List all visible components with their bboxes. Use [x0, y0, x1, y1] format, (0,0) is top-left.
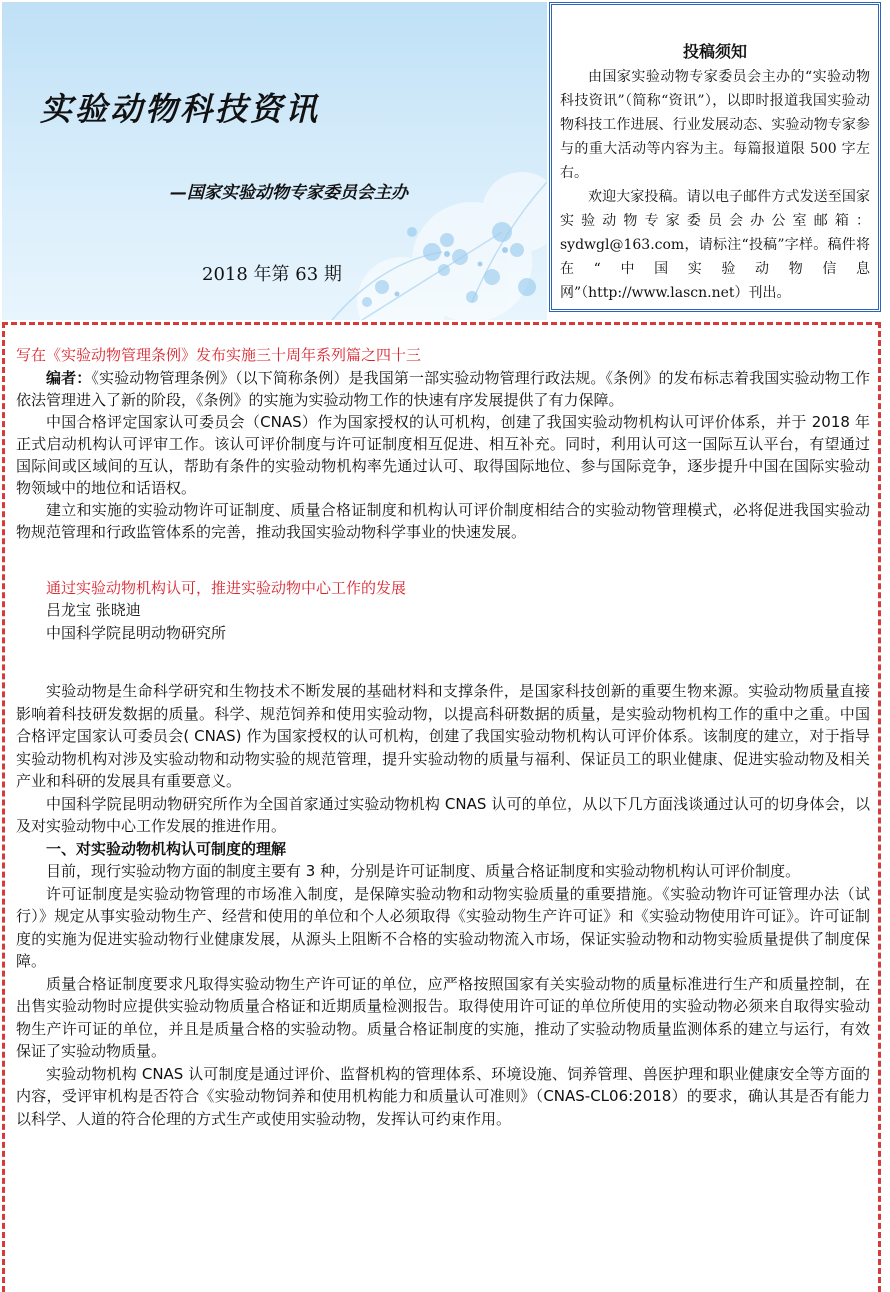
section-heading: 一、对实验动物机构认可制度的理解	[46, 839, 287, 858]
editor-label: 编者：	[46, 368, 92, 387]
article-title: 通过实验动物机构认可，推进实验动物中心工作的发展	[46, 578, 407, 597]
issue-number: 2018 年第 63 期	[202, 264, 342, 285]
article-paragraph: 质量合格证制度要求凡取得实验动物生产许可证的单位，应严格按照国家有关实验动物的质量标准进行生产和质量控制，在出售实验动物时应提供实验动物质量合格证和近期质量检测报告。取得使用许可证的单位所使用的实验动物必须来自取得实验动物生产许可证的单位，并且是质量合格的实验动物。质量合格证制度的实施，推动了实验动物质量监测体系的建立与运行，有效保证了实验动物质量。	[16, 974, 870, 1060]
editor-note	[16, 367, 870, 411]
notice-paragraph: 由国家实验动物专家委员会主办的“实验动物科技资讯”（简称“资讯”），以即时报道我国实验动物科技工作进展、行业发展动态、实验动物专家参与的重大活动等内容为主。每篇报道限 500 字左右。	[560, 69, 870, 181]
article-paragraph: 实验动物是生命科学研究和生物技术不断发展的基础材料和支撑条件，是国家科技创新的重要生物来源。实验动物质量直接影响着科技研发数据的质量。科学、规范饲养和使用实验动物，以提高科研数据的质量，是实验动物机构工作的重中之重。中国合格评定国家认可委员会( CNAS) 作为国家授权的认可机构，创建了我国实验动物机构认可评价体系。该制度的建立，对于指导实验动物机构对涉及实验动物和动物实验的规范管理，提升实验动物的质量与福利、保证员工的职业健康、促进实验动物及相关产业和科研的发展具有重要意义。	[16, 682, 870, 790]
notice-paragraph: 欢迎大家投稿。请以电子邮件方式发送至国家实验动物专家委员会办公室邮箱：sydwgl@163.com，请标注“投稿”字样。稿件将在“中国实验动物信息网”（http://www.lascn.net）刊出。	[560, 189, 870, 301]
magazine-title: 实验动物科技资讯	[40, 90, 321, 128]
article-paragraph: 许可证制度是实验动物管理的市场准入制度，是保障实验动物和动物实验质量的重要措施。《实验动物许可证管理办法（试行）》规定从事实验动物生产、经营和使用的单位和个人必须取得《实验动物生产许可证》和《实验动物使用许可证》。许可证制度的实施为促进实验动物行业健康发展，从源头上阻断不合格的实验动物流入市场，保证实验动物和动物实验质量提供了制度保障。	[16, 884, 870, 970]
submission-notice	[549, 2, 881, 312]
series-paragraph: 建立和实施的实验动物许可证制度、质量合格证制度和机构认可评价制度相结合的实验动物管理模式，必将促进我国实验动物规范管理和行政监管体系的完善，推动我国实验动物科学事业的快速发展。	[16, 500, 870, 541]
magazine-subtitle: —国家实验动物专家委员会主办	[170, 183, 408, 203]
article-paragraph: 实验动物机构 CNAS 认可制度是通过评价、监督机构的管理体系、环境设施、饲养管理、兽医护理和职业健康安全等方面的内容，受评审机构是否符合《实验动物饲养和使用机构能力和质量认可准则》（CNAS-CL06:2018）的要求，确认其是否有能力以科学、人道的符合伦理的方式生产或使用实验动物，发挥认可约束作用。	[16, 1064, 870, 1128]
article-paragraph: 中国科学院昆明动物研究所作为全国首家通过实验动物机构 CNAS 认可的单位，从以下几方面浅谈通过认可的切身体会，以及对实验动物中心工作发展的推进作用。	[16, 794, 870, 835]
article-paragraph: 目前，现行实验动物方面的制度主要有 3 种，分别是许可证制度、质量合格证制度和实验动物机构认可评价制度。	[46, 862, 801, 880]
article-affiliation: 中国科学院昆明动物研究所	[46, 623, 227, 642]
series-paragraph: 中国合格评定国家认可委员会（CNAS）作为国家授权的认可机构，创建了我国实验动物机构认可评价体系，并于 2018 年正式启动机构认可评审工作。该认可评价制度与许可证制度相互促进、相互补充。同时，利用认可这一国际互认平台，有望通过国际间或区域间的互认，帮助有条件的实验动物机构率先通过认可、取得国际地位、参与国际竞争，逐步提升中国在国际实验动物领域中的地位和话语权。	[16, 412, 870, 497]
main-content	[16, 344, 870, 1130]
article-authors: 吕龙宝 张晓迪	[46, 601, 141, 619]
series-title: 写在《实验动物管理条例》发布实施三十周年系列篇之四十三	[16, 346, 422, 364]
header-banner	[2, 2, 547, 320]
editor-text: 《实验动物管理条例》（以下简称条例）是我国第一部实验动物管理行政法规。《条例》的发布标志着我国实验动物工作依法管理进入了新的阶段，《条例》的实施为实验动物工作的快速有序发展提供了有力保障。	[16, 368, 870, 409]
notice-title: 投稿须知	[682, 42, 747, 61]
